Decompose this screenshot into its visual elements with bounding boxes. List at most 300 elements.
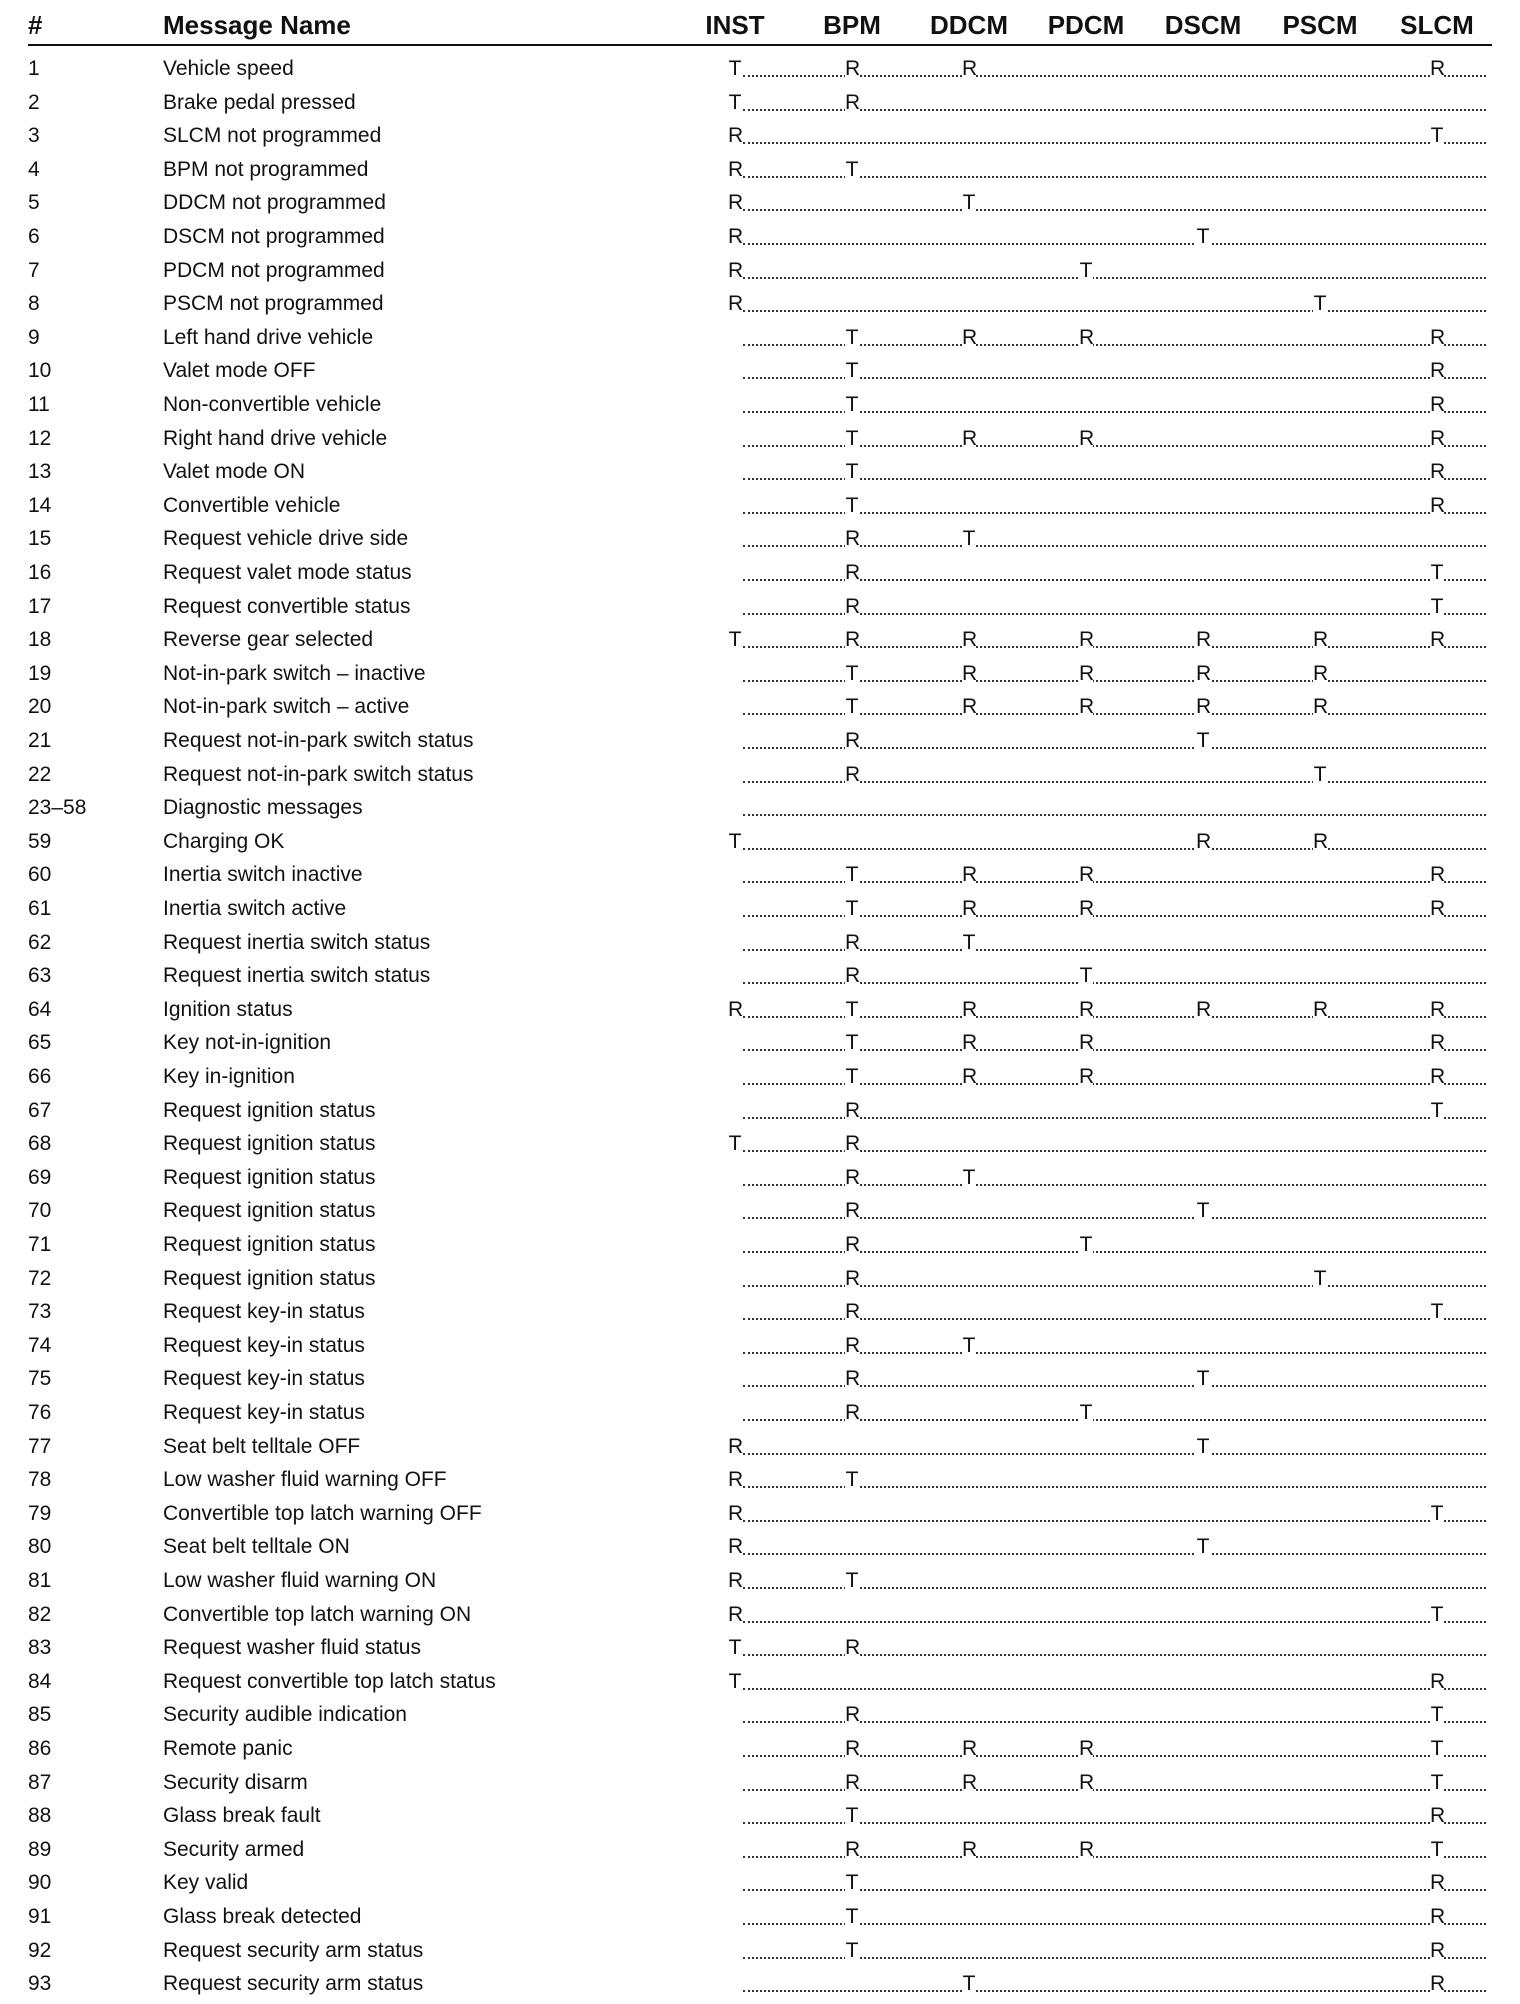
row-number: 78 xyxy=(28,1468,52,1492)
row-number: 87 xyxy=(28,1770,52,1794)
message-name: Request key-in status xyxy=(163,1401,365,1424)
module-code-bpm: R xyxy=(845,1127,859,1161)
module-code-ddcm: R xyxy=(962,1833,976,1867)
module-code-bpm: R xyxy=(845,623,859,657)
dotted-leader xyxy=(743,310,1486,312)
module-code-bpm: T xyxy=(845,657,859,691)
module-code-inst: T xyxy=(728,623,742,657)
module-code-slcm: T xyxy=(1430,1598,1444,1632)
row-number: 93 xyxy=(28,1972,52,1996)
module-code-ddcm: T xyxy=(962,926,976,960)
message-name: Request ignition status xyxy=(163,1233,376,1256)
dotted-leader xyxy=(743,209,1486,211)
module-code-inst: R xyxy=(728,993,742,1027)
module-code-slcm: R xyxy=(1430,623,1444,657)
dotted-leader xyxy=(743,1688,1486,1690)
module-code-ddcm: R xyxy=(962,1732,976,1766)
module-code-inst: R xyxy=(728,220,742,254)
row-number: 16 xyxy=(28,561,52,584)
table-row xyxy=(0,1698,1520,1732)
message-name: DSCM not programmed xyxy=(163,225,385,248)
module-code-bpm: T xyxy=(845,354,859,388)
module-code-bpm: R xyxy=(845,1094,859,1128)
row-number: 79 xyxy=(28,1501,52,1525)
module-code-slcm: R xyxy=(1430,858,1444,892)
table-row xyxy=(0,52,1520,86)
message-name: Request not-in-park switch status xyxy=(163,762,474,786)
table-row xyxy=(0,1060,1520,1094)
row-number: 92 xyxy=(28,1938,52,1962)
message-name: Valet mode ON xyxy=(163,460,306,484)
module-code-dscm: T xyxy=(1196,1530,1210,1564)
module-code-inst: R xyxy=(728,186,742,220)
message-name: Key not-in-ignition xyxy=(163,1031,332,1055)
table-row xyxy=(0,1866,1520,1900)
table-row xyxy=(0,1564,1520,1598)
module-code-slcm: T xyxy=(1430,1295,1444,1329)
table-row xyxy=(0,186,1520,220)
table-row xyxy=(0,1530,1520,1564)
message-name: Seat belt telltale ON xyxy=(163,1535,350,1559)
module-code-pdcm: R xyxy=(1079,657,1093,691)
module-code-pscm: T xyxy=(1313,1262,1327,1296)
table-row xyxy=(0,1228,1520,1262)
module-code-bpm: T xyxy=(845,321,859,355)
message-name: Seat belt telltale OFF xyxy=(163,1434,361,1458)
message-name: Remote panic xyxy=(163,1737,293,1760)
module-code-ddcm: R xyxy=(962,892,976,926)
row-number: 1 xyxy=(28,57,40,80)
header-slcm: SLCM xyxy=(1400,10,1474,40)
table-row xyxy=(0,119,1520,153)
message-name: Diagnostic messages xyxy=(163,796,363,820)
module-code-pdcm: T xyxy=(1079,1396,1093,1430)
message-name: PSCM not programmed xyxy=(163,292,384,316)
dotted-leader xyxy=(743,1990,1486,1992)
table-row xyxy=(0,1766,1520,1800)
module-code-ddcm: T xyxy=(962,522,976,556)
message-name: Low washer fluid warning OFF xyxy=(163,1468,447,1492)
module-code-bpm: R xyxy=(845,52,859,86)
message-name: Request inertia switch status xyxy=(163,964,431,988)
module-code-pdcm: R xyxy=(1079,1766,1093,1800)
table-row xyxy=(0,926,1520,960)
message-name: Glass break detected xyxy=(163,1905,362,1928)
message-name: Brake pedal pressed xyxy=(163,90,356,114)
module-code-pdcm: R xyxy=(1079,1060,1093,1094)
row-number: 83 xyxy=(28,1636,52,1660)
module-code-dscm: T xyxy=(1196,220,1210,254)
row-number: 91 xyxy=(28,1905,52,1928)
row-number: 84 xyxy=(28,1669,52,1693)
row-number: 68 xyxy=(28,1132,52,1156)
row-number: 88 xyxy=(28,1804,52,1828)
module-code-inst: R xyxy=(728,254,742,288)
message-name: Ignition status xyxy=(163,997,293,1021)
row-number: 90 xyxy=(28,1871,52,1895)
module-code-inst: R xyxy=(728,153,742,187)
table-row xyxy=(0,1127,1520,1161)
message-name: Inertia switch active xyxy=(163,897,347,920)
row-number: 73 xyxy=(28,1300,52,1324)
row-number: 19 xyxy=(28,661,52,685)
module-code-pdcm: T xyxy=(1079,959,1093,993)
row-number: 67 xyxy=(28,1098,52,1122)
module-code-pdcm: R xyxy=(1079,623,1093,657)
module-code-pscm: R xyxy=(1313,993,1327,1027)
module-code-dscm: R xyxy=(1196,623,1210,657)
table-row xyxy=(0,287,1520,321)
module-code-ddcm: T xyxy=(962,1967,976,2001)
dotted-leader xyxy=(743,1553,1486,1555)
table-row xyxy=(0,1194,1520,1228)
row-number: 20 xyxy=(28,695,52,719)
module-code-slcm: R xyxy=(1430,993,1444,1027)
row-number: 17 xyxy=(28,594,52,618)
message-name: Request ignition status xyxy=(163,1098,376,1122)
module-code-inst: R xyxy=(728,1530,742,1564)
header-number: # xyxy=(28,10,43,40)
row-number: 59 xyxy=(28,829,52,853)
row-number: 81 xyxy=(28,1569,52,1592)
module-code-pdcm: R xyxy=(1079,858,1093,892)
table-row xyxy=(0,623,1520,657)
header-pdcm: PDCM xyxy=(1047,10,1125,40)
row-number: 8 xyxy=(28,292,40,316)
message-name: Request not-in-park switch status xyxy=(163,729,474,752)
message-name: Request convertible top latch status xyxy=(163,1669,496,1693)
message-name: Reverse gear selected xyxy=(163,628,374,652)
module-code-slcm: R xyxy=(1430,1799,1444,1833)
message-name: Request vehicle drive side xyxy=(163,527,409,551)
message-name: Request key-in status xyxy=(163,1333,365,1357)
module-code-dscm: T xyxy=(1196,724,1210,758)
module-code-ddcm: R xyxy=(962,690,976,724)
table-row xyxy=(0,1295,1520,1329)
module-code-bpm: R xyxy=(845,1698,859,1732)
module-code-bpm: R xyxy=(845,1295,859,1329)
table-row xyxy=(0,1026,1520,1060)
module-code-inst: R xyxy=(728,1497,742,1531)
message-name: Non-convertible vehicle xyxy=(163,393,382,416)
module-code-slcm: T xyxy=(1430,1094,1444,1128)
module-code-inst: T xyxy=(728,1631,742,1665)
dotted-leader xyxy=(743,142,1486,144)
module-code-bpm: T xyxy=(845,1463,859,1497)
module-code-bpm: T xyxy=(845,422,859,456)
table-row xyxy=(0,522,1520,556)
message-name: Right hand drive vehicle xyxy=(163,426,388,450)
table-row xyxy=(0,1934,1520,1968)
table-row xyxy=(0,1463,1520,1497)
module-code-dscm: T xyxy=(1196,1362,1210,1396)
module-code-bpm: T xyxy=(845,993,859,1027)
row-number: 89 xyxy=(28,1837,52,1861)
message-name: Glass break fault xyxy=(163,1804,321,1828)
table-row xyxy=(0,758,1520,792)
row-number: 18 xyxy=(28,628,52,652)
header-message-name: Message Name xyxy=(163,10,351,40)
table-row xyxy=(0,220,1520,254)
module-code-pscm: R xyxy=(1313,690,1327,724)
module-code-bpm: T xyxy=(845,892,859,926)
table-row xyxy=(0,657,1520,691)
module-code-inst: T xyxy=(728,1127,742,1161)
message-name: Not-in-park switch – inactive xyxy=(163,661,426,685)
message-name: Charging OK xyxy=(163,829,285,853)
message-name: Vehicle speed xyxy=(163,57,294,80)
module-code-bpm: R xyxy=(845,1329,859,1363)
row-number: 74 xyxy=(28,1333,52,1357)
table-row xyxy=(0,993,1520,1027)
table-row xyxy=(0,1631,1520,1665)
module-code-dscm: R xyxy=(1196,657,1210,691)
table-row xyxy=(0,1396,1520,1430)
row-number: 4 xyxy=(28,157,40,181)
table-row xyxy=(0,1732,1520,1766)
module-code-pdcm: R xyxy=(1079,1026,1093,1060)
message-name: Key in-ignition xyxy=(163,1065,295,1088)
row-number: 63 xyxy=(28,964,52,988)
module-code-pscm: R xyxy=(1313,657,1327,691)
module-code-slcm: R xyxy=(1430,1026,1444,1060)
row-number: 3 xyxy=(28,124,40,148)
module-code-slcm: T xyxy=(1430,1732,1444,1766)
module-code-dscm: R xyxy=(1196,993,1210,1027)
module-code-bpm: R xyxy=(845,556,859,590)
module-code-inst: R xyxy=(728,1598,742,1632)
table-row xyxy=(0,1329,1520,1363)
header-dscm: DSCM xyxy=(1164,10,1242,40)
message-name: BPM not programmed xyxy=(163,157,369,181)
module-code-slcm: R xyxy=(1430,1665,1444,1699)
message-name: Request inertia switch status xyxy=(163,930,431,954)
row-number: 85 xyxy=(28,1703,52,1727)
table-row xyxy=(0,1497,1520,1531)
table-row xyxy=(0,1094,1520,1128)
dotted-leader xyxy=(743,814,1486,816)
message-name: Request convertible status xyxy=(163,594,411,618)
module-code-ddcm: T xyxy=(962,1329,976,1363)
module-code-pdcm: R xyxy=(1079,993,1093,1027)
message-name: Request washer fluid status xyxy=(163,1636,421,1660)
message-name: Security armed xyxy=(163,1837,305,1861)
module-code-bpm: R xyxy=(845,1833,859,1867)
module-code-dscm: R xyxy=(1196,825,1210,859)
module-code-pdcm: T xyxy=(1079,1228,1093,1262)
table-row xyxy=(0,1430,1520,1464)
table-row xyxy=(0,1362,1520,1396)
module-code-pscm: R xyxy=(1313,623,1327,657)
module-code-bpm: R xyxy=(845,1732,859,1766)
table-row xyxy=(0,556,1520,590)
module-code-slcm: R xyxy=(1430,1967,1444,2001)
module-code-bpm: R xyxy=(845,1161,859,1195)
module-code-ddcm: R xyxy=(962,858,976,892)
table-row xyxy=(0,422,1520,456)
message-name: Left hand drive vehicle xyxy=(163,325,374,349)
dotted-leader xyxy=(743,1453,1486,1455)
module-code-pdcm: R xyxy=(1079,321,1093,355)
module-code-inst: R xyxy=(728,287,742,321)
module-code-bpm: R xyxy=(845,522,859,556)
row-number: 10 xyxy=(28,359,52,383)
module-code-bpm: R xyxy=(845,1396,859,1430)
module-code-slcm: T xyxy=(1430,556,1444,590)
module-code-ddcm: R xyxy=(962,993,976,1027)
module-code-slcm: T xyxy=(1430,1698,1444,1732)
module-code-ddcm: R xyxy=(962,422,976,456)
message-name: Request key-in status xyxy=(163,1367,365,1391)
row-number: 14 xyxy=(28,493,52,517)
module-code-ddcm: R xyxy=(962,1766,976,1800)
module-code-slcm: R xyxy=(1430,321,1444,355)
header-ddcm: DDCM xyxy=(930,10,1008,40)
message-name: Request valet mode status xyxy=(163,561,412,584)
message-name: Convertible top latch warning OFF xyxy=(163,1501,482,1525)
dotted-leader xyxy=(743,1520,1486,1522)
module-code-inst: T xyxy=(728,1665,742,1699)
module-code-bpm: T xyxy=(845,455,859,489)
row-number: 23–58 xyxy=(28,796,87,820)
table-row xyxy=(0,1598,1520,1632)
module-code-slcm: R xyxy=(1430,892,1444,926)
row-number: 6 xyxy=(28,225,40,248)
table-row xyxy=(0,254,1520,288)
module-code-inst: R xyxy=(728,1564,742,1598)
module-code-dscm: R xyxy=(1196,690,1210,724)
row-number: 80 xyxy=(28,1535,52,1559)
table-row xyxy=(0,690,1520,724)
module-code-bpm: R xyxy=(845,959,859,993)
message-name: Low washer fluid warning ON xyxy=(163,1569,437,1592)
module-code-dscm: T xyxy=(1196,1430,1210,1464)
row-number: 69 xyxy=(28,1165,52,1189)
message-name: Request ignition status xyxy=(163,1132,376,1156)
module-code-slcm: R xyxy=(1430,1060,1444,1094)
module-code-bpm: T xyxy=(845,1934,859,1968)
module-code-inst: T xyxy=(728,52,742,86)
module-code-bpm: T xyxy=(845,153,859,187)
table-row xyxy=(0,388,1520,422)
module-code-bpm: T xyxy=(845,1060,859,1094)
table-row xyxy=(0,1799,1520,1833)
row-number: 66 xyxy=(28,1065,52,1088)
header-bpm: BPM xyxy=(823,10,881,40)
module-code-pdcm: R xyxy=(1079,422,1093,456)
table-row xyxy=(0,1262,1520,1296)
module-code-slcm: T xyxy=(1430,1833,1444,1867)
module-code-ddcm: T xyxy=(962,186,976,220)
message-name: Not-in-park switch – active xyxy=(163,695,410,719)
row-number: 64 xyxy=(28,997,52,1021)
module-code-bpm: T xyxy=(845,1900,859,1934)
module-code-bpm: T xyxy=(845,388,859,422)
row-number: 61 xyxy=(28,897,52,920)
message-name: DDCM not programmed xyxy=(163,191,386,215)
module-code-inst: R xyxy=(728,119,742,153)
row-number: 13 xyxy=(28,460,52,484)
message-name: Convertible top latch warning ON xyxy=(163,1602,472,1626)
message-name: Request security arm status xyxy=(163,1972,424,1996)
module-code-bpm: R xyxy=(845,926,859,960)
row-number: 22 xyxy=(28,762,52,786)
module-code-pdcm: R xyxy=(1079,1833,1093,1867)
module-code-slcm: R xyxy=(1430,422,1444,456)
message-name: SLCM not programmed xyxy=(163,124,382,148)
table-row xyxy=(0,489,1520,523)
row-number: 86 xyxy=(28,1737,52,1760)
row-number: 15 xyxy=(28,527,52,551)
module-code-bpm: T xyxy=(845,1799,859,1833)
message-name: Request ignition status xyxy=(163,1165,376,1189)
module-code-ddcm: T xyxy=(962,1161,976,1195)
message-name: Valet mode OFF xyxy=(163,359,316,383)
dotted-leader xyxy=(743,848,1486,850)
module-code-slcm: T xyxy=(1430,1497,1444,1531)
module-code-slcm: R xyxy=(1430,1900,1444,1934)
module-code-ddcm: R xyxy=(962,52,976,86)
message-name: Security audible indication xyxy=(163,1703,407,1727)
module-code-dscm: T xyxy=(1196,1194,1210,1228)
table-row xyxy=(0,153,1520,187)
table-row xyxy=(0,1161,1520,1195)
table-row xyxy=(0,455,1520,489)
table-row xyxy=(0,1967,1520,2001)
header-rule xyxy=(28,44,1492,46)
row-number: 76 xyxy=(28,1401,52,1424)
module-code-slcm: T xyxy=(1430,119,1444,153)
module-code-bpm: R xyxy=(845,1228,859,1262)
module-code-slcm: R xyxy=(1430,489,1444,523)
module-code-bpm: R xyxy=(845,1194,859,1228)
module-code-bpm: R xyxy=(845,1766,859,1800)
message-name: Inertia switch inactive xyxy=(163,863,363,887)
row-number: 21 xyxy=(28,729,52,752)
header-pscm: PSCM xyxy=(1282,10,1358,40)
module-code-pdcm: R xyxy=(1079,892,1093,926)
row-number: 75 xyxy=(28,1367,52,1391)
table-row xyxy=(0,892,1520,926)
message-name: Convertible vehicle xyxy=(163,493,341,517)
row-number: 72 xyxy=(28,1266,52,1290)
row-number: 2 xyxy=(28,90,40,114)
module-code-slcm: T xyxy=(1430,590,1444,624)
module-code-bpm: R xyxy=(845,590,859,624)
row-number: 11 xyxy=(28,393,50,416)
module-code-pscm: R xyxy=(1313,825,1327,859)
table-row xyxy=(0,1833,1520,1867)
table-row xyxy=(0,86,1520,120)
module-code-bpm: R xyxy=(845,1631,859,1665)
module-code-ddcm: R xyxy=(962,1026,976,1060)
module-code-inst: R xyxy=(728,1430,742,1464)
module-code-ddcm: R xyxy=(962,1060,976,1094)
module-code-inst: R xyxy=(728,1463,742,1497)
row-number: 12 xyxy=(28,426,52,450)
row-number: 60 xyxy=(28,863,52,887)
dotted-leader xyxy=(743,1621,1486,1623)
module-code-ddcm: R xyxy=(962,321,976,355)
module-code-ddcm: R xyxy=(962,657,976,691)
table-row xyxy=(0,321,1520,355)
module-code-ddcm: R xyxy=(962,623,976,657)
module-code-slcm: R xyxy=(1430,388,1444,422)
module-code-slcm: T xyxy=(1430,1766,1444,1800)
module-code-pdcm: R xyxy=(1079,1732,1093,1766)
row-number: 82 xyxy=(28,1602,52,1626)
table-row xyxy=(0,825,1520,859)
